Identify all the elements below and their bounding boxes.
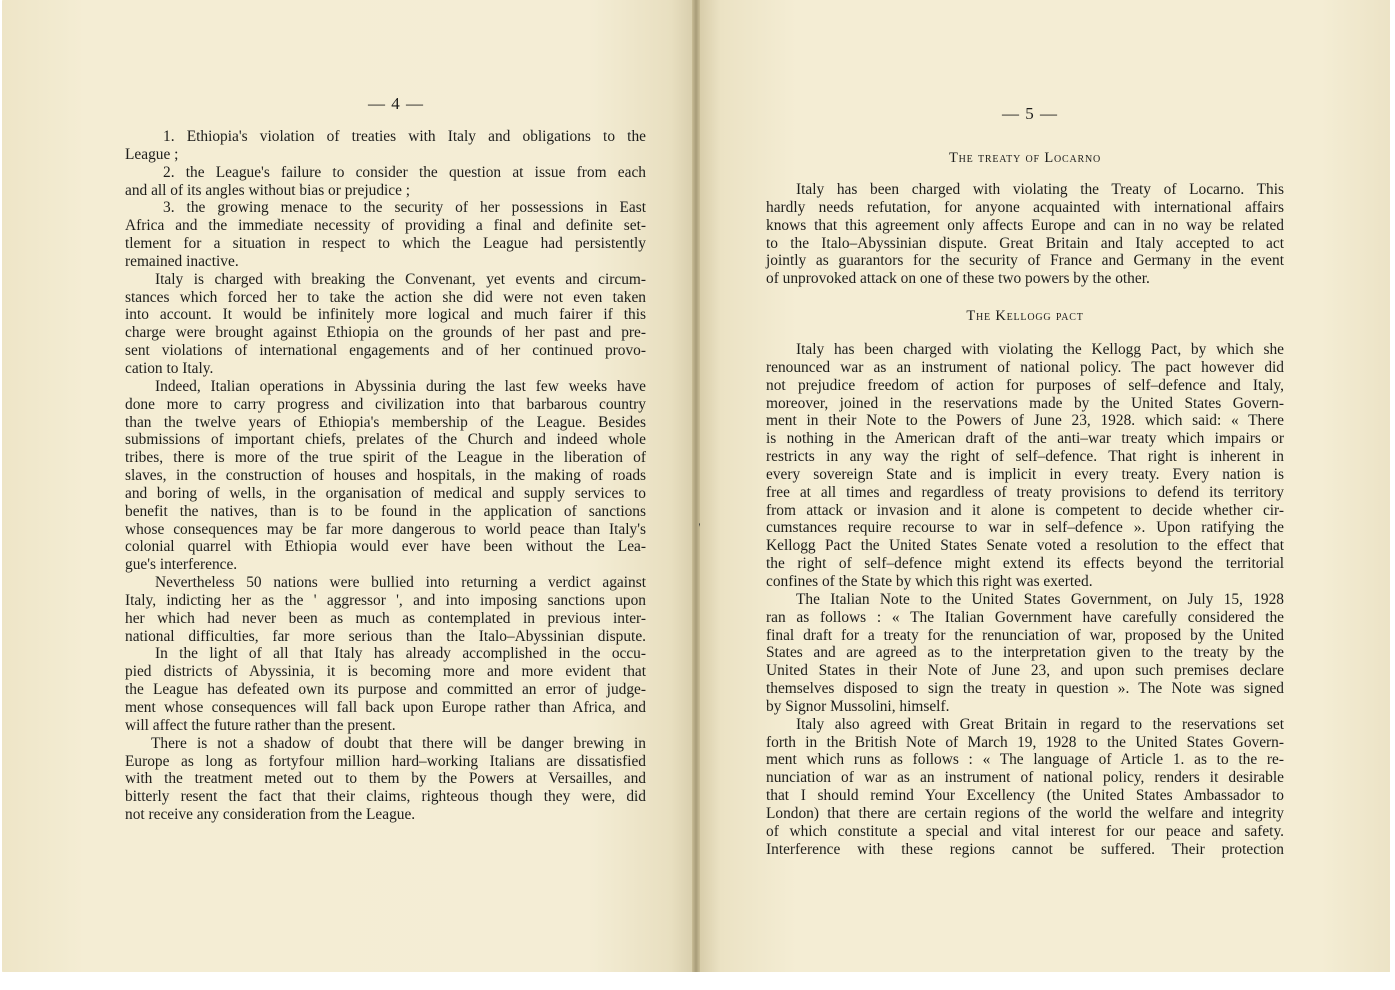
text-line: by Signor Mussolini, himself.	[766, 697, 950, 715]
heading-kellogg-pact: The Kellogg pact	[966, 308, 1084, 324]
text-line: 1. Ethiopia's violation of treaties with Italy and obligations to the	[163, 128, 646, 145]
page-number-left: — 4 —	[368, 94, 424, 113]
text-line: sent violations of international engagements and of her continued provo-	[125, 342, 646, 360]
text-line: slaves, in the construction of houses and hospitals, in the making of roads	[125, 467, 646, 485]
text-line: United States in their Note of June 23, and upon such premises declare	[766, 662, 1284, 680]
text-line: Interference with these regions cannot be suffered. Their protection	[766, 840, 1284, 858]
left-page	[2, 0, 692, 972]
text-line: Nevertheless 50 nations were bullied into returning a verdict against	[155, 574, 646, 592]
text-line: her which had never been as much as contemplated in previous inter-	[125, 609, 646, 627]
text-line: Africa and the immediate necessity of providing a final and definite set-	[125, 217, 646, 235]
text-line: ment whose consequences will fall back upon Europe rather than Africa, and	[125, 699, 646, 716]
text-line: of which constitute a special and vital interest for our peace and safety.	[766, 822, 1284, 840]
text-line: final draft for a treaty for the renunciation of war, proposed by the United	[766, 626, 1284, 644]
text-line: restricts in any way the right of self–defence. That right is inherent in	[766, 448, 1284, 466]
text-line: Italy has been charged with violating the Kellogg Pact, by which she	[796, 341, 1284, 358]
text-line: to the Italo–Abyssinian dispute. Great Britain and Italy accepted to act	[766, 234, 1284, 252]
text-line: not receive any consideration from the League.	[125, 806, 416, 824]
kellogg-section-body	[766, 341, 1284, 858]
text-line: Italy has been charged with violating the Treaty of Locarno. This	[796, 181, 1284, 198]
left-page-body	[125, 128, 646, 824]
text-line: States and are agreed as to the interpretation given to the treaty by the	[766, 644, 1284, 662]
text-line: not prejudice freedom of action for purposes of self–defence and Italy,	[766, 376, 1284, 394]
text-line: 3. the growing menace to the security of her possessions in East	[163, 199, 646, 217]
right-page	[700, 0, 1390, 972]
text-line: cation to Italy.	[125, 359, 214, 377]
text-line: than the twelve years of Ethiopia's membership of the League. Besides	[125, 413, 646, 431]
text-line: forth in the British Note of March 19, 1928 to the United States Govern-	[766, 733, 1284, 751]
text-line: every sovereign State and is implicit in every treaty. Every nation is	[766, 465, 1284, 483]
text-line: hardly needs refutation, for anyone acquainted with international affairs	[766, 198, 1284, 216]
text-line: Italy, indicting her as the ' aggressor ', and into imposing sanctions upon	[125, 591, 646, 609]
text-line: London) that there are certain regions of the world the welfare and integrity	[766, 804, 1284, 822]
text-line: stances which forced her to take the action she did were not even taken	[125, 288, 646, 306]
text-line: League ;	[125, 145, 179, 163]
text-line: ment which runs as follows : « The language of Article 1. as to the re-	[766, 751, 1284, 769]
locarno-section-body	[766, 181, 1284, 288]
text-line: Italy also agreed with Great Britain in regard to the reservations set	[796, 715, 1284, 733]
text-line: Europe as long as fortyfour million hard–working Italians are dissatisfied	[125, 752, 646, 770]
text-line: renounced war as an instrument of national policy. The pact however did	[766, 358, 1284, 376]
text-line: free at all times and regardless of treaty provisions to defend its territory	[766, 483, 1284, 501]
text-line: confines of the State by which this right was exerted.	[766, 572, 1093, 590]
text-line: from attack or invasion and it alone is competent to decide whether cir-	[766, 501, 1284, 519]
text-line: of unprovoked attack on one of these two powers by the other.	[766, 270, 1150, 288]
text-line: the right of self–defence might extend its effects beyond the territorial	[766, 555, 1284, 573]
text-line: jointly as guarantors for the security of France and Germany in the event	[766, 252, 1284, 270]
text-line: tribes, there is more of the true spirit of the League in the liberation of	[125, 449, 646, 467]
text-line: into account. It would be infinitely more logical and much fairer if this	[125, 306, 646, 324]
text-line: themselves disposed to sign the treaty in question ». The Note was signed	[766, 680, 1284, 698]
text-line: the League has defeated own its purpose and committed an error of judge-	[125, 681, 646, 699]
page-gutter	[692, 0, 700, 972]
text-line: is nothing in the American draft of the anti–war treaty which impairs or	[766, 430, 1284, 448]
text-line: charge were brought against Ethiopia on the grounds of her past and pre-	[125, 324, 646, 342]
text-line: that I should remind Your Excellency (the United States Ambassador to	[766, 787, 1284, 805]
text-line: national difficulties, far more serious than the Italo–Abyssinian dispute.	[125, 627, 646, 645]
text-line: Italy is charged with breaking the Convenant, yet events and circum-	[155, 270, 646, 288]
text-line: submissions of important chiefs, prelates of the Church and indeed whole	[125, 431, 646, 449]
text-line: and all of its angles without bias or prejudice ;	[125, 181, 411, 199]
text-line: gue's interference.	[125, 556, 238, 574]
booklet-spread	[2, 0, 1390, 972]
text-line: ran as follows : « The Italian Government have carefully considered the	[766, 608, 1284, 626]
text-line: nunciation of war as an instrument of national policy, renders it desirable	[766, 769, 1284, 787]
text-line: 2. the League's failure to consider the question at issue from each	[163, 163, 646, 181]
text-line: whose consequences may be far more dangerous to world peace than Italy's	[125, 520, 646, 538]
text-line: tlement for a situation in respect to which the League had persistently	[125, 235, 646, 253]
text-line: colonial quarrel with Ethiopia would ever have been without the Lea-	[125, 538, 646, 556]
text-line: Indeed, Italian operations in Abyssinia during the last few weeks have	[155, 377, 646, 395]
text-line: moreover, joined in the reservations made by the United States Govern-	[766, 394, 1284, 412]
text-line: and boring of wells, in the organisation of medical and supply services to	[125, 484, 646, 502]
text-line: knows that this agreement only affects Europe and can in no way be related	[766, 216, 1284, 234]
text-line: Kellogg Pact the United States Senate voted a resolution to the effect that	[766, 537, 1284, 555]
text-line: bitterly resent the fact that their claims, righteous though they were, did	[125, 788, 646, 806]
heading-treaty-of-locarno: The treaty of Locarno	[948, 150, 1102, 166]
text-line: The Italian Note to the United States Government, on July 15, 1928	[796, 590, 1284, 608]
text-line: There is not a shadow of doubt that there will be danger brewing in	[151, 734, 646, 752]
text-line: done more to carry progress and civilization into that barbarous country	[125, 395, 646, 413]
text-line: benefit the natives, than is to be found in the application of sanctions	[125, 502, 646, 520]
text-line: pied districts of Abyssinia, it is becoming more and more evident that	[125, 663, 646, 681]
text-line: with the treatment meted out to them by the Powers at Versailles, and	[125, 770, 646, 788]
text-line: will affect the future rather than the present.	[125, 716, 396, 734]
text-line: remained inactive.	[125, 252, 239, 270]
text-line: ment in their Note to the Powers of June 23, 1928. which said: « There	[766, 412, 1284, 430]
text-line: In the light of all that Italy has already accomplished in the occu-	[155, 645, 646, 663]
text-line: cumstances require recourse to war in self–defence ». Upon ratifying the	[766, 519, 1284, 537]
page-number-right: — 5 —	[1002, 104, 1058, 123]
